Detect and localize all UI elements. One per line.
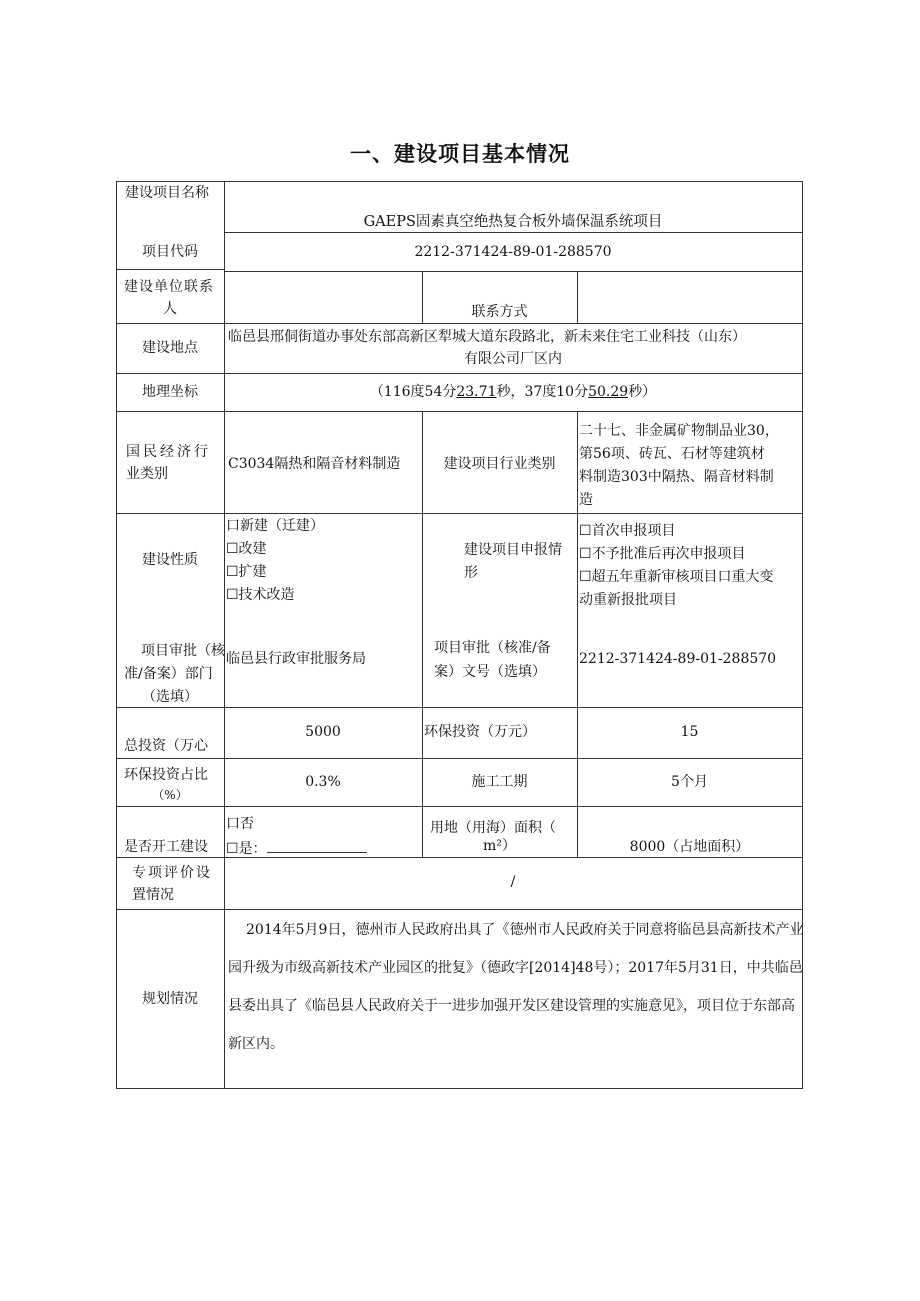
declare-option-reaudit-2: 动重新报批项目 — [579, 592, 677, 608]
location-line2: 有限公司厂区内 — [464, 351, 562, 367]
industry-type-line: 二十七、非金属矿物制品业30， — [579, 423, 779, 439]
approval-label: 项目审批（核 — [141, 643, 225, 659]
industry-value: C3034隔热和隔音材料制造 — [228, 456, 401, 472]
declare-option-resubmit[interactable]: ☐不予批准后再次申报项目 — [579, 546, 746, 562]
longitude-seconds: 23.71 — [456, 384, 497, 400]
location-line1: 临邑县邢侗街道办事处东部高新区犁城大道东段路北，新未来住宅工业科技（山东） — [228, 329, 746, 345]
contact-label-2: 人 — [163, 301, 177, 317]
project-code-label: 项目代码 — [142, 244, 198, 260]
declare-option-reaudit[interactable]: ☐超五年重新审核项目口重大变 — [579, 569, 774, 585]
industry-type-line: 造 — [579, 492, 593, 508]
env-investment-label: 环保投资（万元） — [424, 724, 536, 740]
project-name-label: 建设项目名称 — [125, 185, 209, 201]
nature-option-expand[interactable]: ☐扩建 — [226, 564, 267, 580]
approval-department: 临邑县行政审批服务局 — [226, 651, 366, 667]
special-eval-label: 专项评价设 — [132, 865, 212, 881]
land-area-value: 8000（占地面积） — [629, 839, 750, 855]
construction-period-value: 5个月 — [671, 774, 708, 790]
contact-label: 建设单位联系 — [124, 279, 214, 295]
industry-type-line: 料制造303中隔热、隔音材料制 — [579, 469, 774, 485]
industry-type-line: 第56项、砖瓦、石材等建筑材 — [579, 446, 765, 462]
approval-label-3: （选填） — [142, 689, 198, 705]
declare-option-first[interactable]: ☐首次申报项目 — [579, 523, 676, 539]
env-ratio-label-2: （%） — [152, 788, 188, 802]
contact-method-label: 联系方式 — [471, 304, 528, 320]
special-eval-label-2: 置情况 — [132, 887, 174, 903]
land-area-label-2: m²） — [483, 838, 516, 854]
declare-label-2: 形 — [464, 565, 478, 581]
env-ratio-label: 环保投资占比 — [124, 767, 208, 783]
env-ratio-value: 0.3% — [305, 774, 341, 790]
coordinates-value: （116度54分23.71秒，37度10分50.29秒） — [369, 384, 657, 400]
construction-option-no[interactable]: 口否 — [226, 816, 254, 832]
investment-label: 总投资（万心 — [124, 738, 208, 754]
industry-label: 国民经济行 — [126, 444, 211, 460]
project-name-value: GAEPS固素真空绝热复合板外墙保温系统项目 — [363, 214, 663, 230]
nature-option-rebuild[interactable]: ☐改建 — [226, 541, 267, 557]
approval-doc-number: 2212-371424-89-01-288570 — [579, 651, 777, 667]
industry-label-2: 业类别 — [126, 466, 168, 482]
nature-option-tech[interactable]: ☐技术改造 — [226, 587, 295, 603]
land-area-label: 用地（用海）面积（ — [430, 820, 556, 836]
declare-label: 建设项目申报情 — [464, 542, 562, 558]
approval-label-2: 准/备案）部门 — [124, 666, 213, 682]
planning-text: 2014年5月9日，德州市人民政府出具了《德州市人民政府关于同意将临邑县高新技术产业园升级为市级高新技术产业园区的批复》（德政字[2014]48号）；2017年5月31日，中共临邑县委出具了《临邑县人民政府关于一进步加强开发区建设管理的实施意见》，项目位于东部高新区内。 — [228, 922, 804, 1052]
approval-doc-label: 项目审批（核准/备 — [434, 640, 551, 656]
industry-type-label: 建设项目行业类别 — [443, 456, 556, 472]
env-investment-value: 15 — [680, 724, 699, 740]
investment-value: 5000 — [305, 724, 341, 740]
construction-option-yes[interactable]: ☐是： — [226, 836, 367, 860]
page-title: 一、建设项目基本情况 — [350, 142, 570, 166]
nature-option-new[interactable]: 口新建（迁建） — [226, 518, 324, 534]
latitude-seconds: 50.29 — [588, 384, 629, 400]
project-code-value: 2212-371424-89-01-288570 — [414, 244, 612, 260]
construction-period-label: 施工工期 — [471, 774, 528, 790]
approval-doc-label-2: 案）文号（选填） — [434, 664, 546, 680]
construction-started-label: 是否开工建设 — [124, 839, 208, 855]
location-label: 建设地点 — [142, 340, 198, 356]
coordinates-label: 地理坐标 — [142, 384, 198, 400]
planning-label: 规划情况 — [142, 991, 198, 1007]
nature-label: 建设性质 — [142, 552, 198, 568]
special-eval-value: / — [510, 874, 516, 890]
